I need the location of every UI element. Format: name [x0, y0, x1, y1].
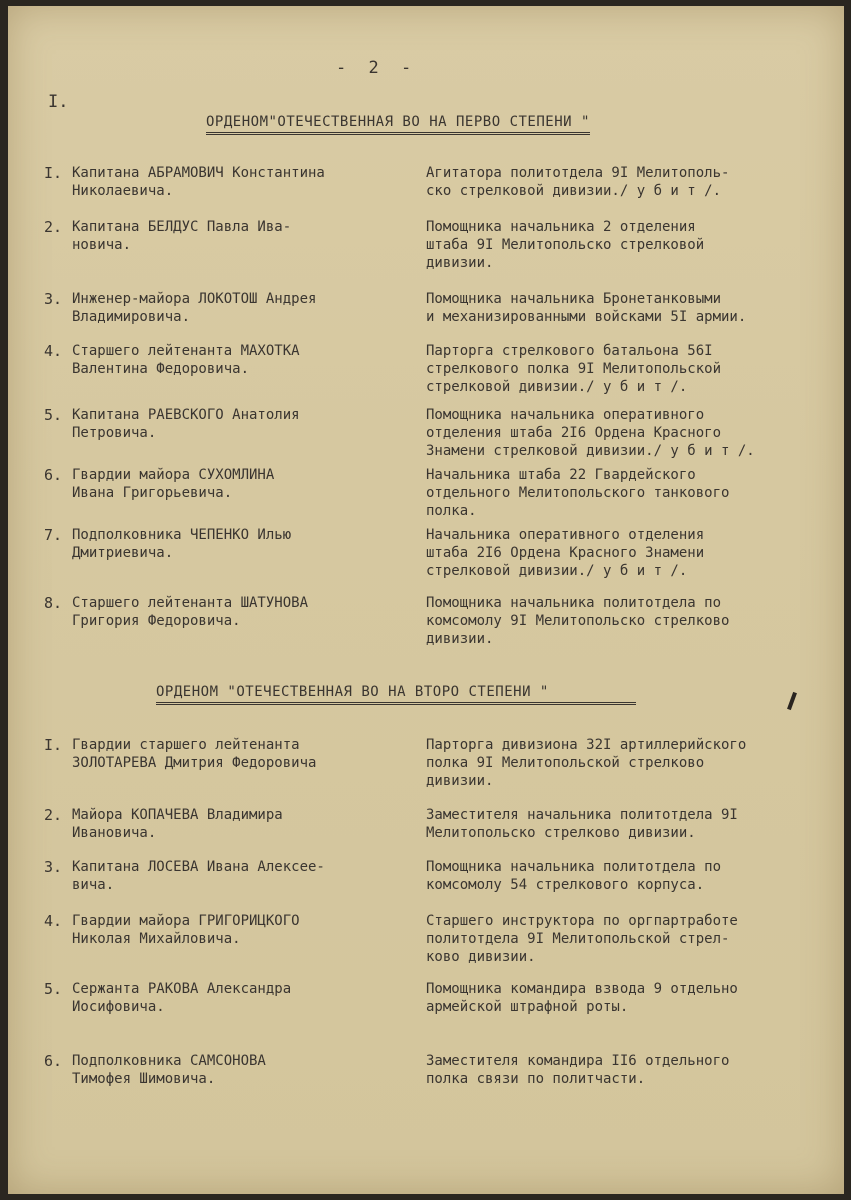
- entry-name: Старшего лейтенанта ШАТУНОВА Григория Федоровича.: [72, 595, 309, 629]
- entry-number: 7.: [44, 526, 63, 544]
- entry-number: I.: [44, 736, 63, 754]
- list-marker: I.: [48, 92, 69, 112]
- entry-name: Капитана БЕЛДУС Павла Ива- новича.: [72, 219, 292, 253]
- entry-number: 4.: [44, 912, 63, 930]
- entry-position: Помощника начальника политотдела по комсомолу 9I Мелитопольско стрелково дивизии.: [426, 595, 730, 647]
- entry-number: 6.: [44, 466, 63, 484]
- entry-name: Сержанта РАКОВА Александра Иосифовича.: [72, 981, 292, 1015]
- entry-number: 2.: [44, 806, 63, 824]
- page-number: - 2 -: [336, 58, 418, 78]
- entry-name: Капитана РАЕВСКОГО Анатолия Петровича.: [72, 407, 300, 441]
- entry-position: Заместителя командира II6 отдельного полка связи по политчасти.: [426, 1053, 730, 1087]
- entry-name: Гвардии майора ГРИГОРИЦКОГО Николая Михайловича.: [72, 913, 300, 947]
- entry-number: 2.: [44, 218, 63, 236]
- entry-number: 4.: [44, 342, 63, 360]
- entry-position: Парторга дивизиона 32I артиллерийского полка 9I Мелитопольской стрелково дивизии.: [426, 737, 747, 789]
- document-page: [8, 6, 844, 1194]
- entry-position: Помощника командира взвода 9 отдельно армейской штрафной роты.: [426, 981, 738, 1015]
- entry-number: 3.: [44, 858, 63, 876]
- entry-position: Помощника начальника политотдела по комсомолу 54 стрелкового корпуса.: [426, 859, 722, 893]
- entry-name: Инженер-майора ЛОКОТОШ Андрея Владимировича.: [72, 291, 317, 325]
- entry-number: 3.: [44, 290, 63, 308]
- entry-position: Парторга стрелкового батальона 56I стрелкового полка 9I Мелитопольской стрелковой дивизии./ у б и т /.: [426, 343, 722, 395]
- entry-number: 6.: [44, 1052, 63, 1070]
- entry-position: Агитатора политотдела 9I Мелитополь- ско стрелковой дивизии./ у б и т /.: [426, 165, 730, 199]
- ink-mark: [787, 692, 797, 710]
- entry-name: Гвардии старшего лейтенанта ЗОЛОТАРЕВА Дмитрия Федоровича: [72, 737, 317, 771]
- section-heading-second-degree: ОРДЕНОМ "ОТЕЧЕСТВЕННАЯ ВО НА ВТОРО СТЕПЕНИ ": [156, 684, 636, 705]
- entry-number: 5.: [44, 406, 63, 424]
- entry-name: Майора КОПАЧЕВА Владимира Ивановича.: [72, 807, 283, 841]
- entry-name: Старшего лейтенанта МАХОТКА Валентина Федоровича.: [72, 343, 300, 377]
- entry-number: I.: [44, 164, 63, 182]
- entry-number: 8.: [44, 594, 63, 612]
- entry-position: Помощника начальника оперативного отделения штаба 2I6 Ордена Красного Знамени стрелковой дивизии./ у б и т /.: [426, 407, 755, 459]
- entry-name: Подполковника ЧЕПЕНКО Илью Дмитриевича.: [72, 527, 292, 561]
- entry-name: Капитана АБРАМОВИЧ Константина Николаевича.: [72, 165, 325, 199]
- entry-position: Начальника оперативного отделения штаба 2I6 Ордена Красного Знамени стрелковой дивизии./ у б и т /.: [426, 527, 705, 579]
- entry-position: Старшего инструктора по оргпартработе политотдела 9I Мелитопольской стрел- ково дивизии.: [426, 913, 738, 965]
- entry-position: Помощника начальника 2 отделения штаба 9I Мелитопольско стрелковой дивизии.: [426, 219, 705, 271]
- entry-number: 5.: [44, 980, 63, 998]
- entry-name: Капитана ЛОСЕВА Ивана Алексее- вича.: [72, 859, 325, 893]
- entry-position: Помощника начальника Бронетанковыми и механизированными войсками 5I армии.: [426, 291, 747, 325]
- entry-name: Подполковника САМСОНОВА Тимофея Шимовича.: [72, 1053, 266, 1087]
- entry-position: Заместителя начальника политотдела 9I Мелитопольско стрелково дивизии.: [426, 807, 738, 841]
- section-heading-first-degree: ОРДЕНОМ"ОТЕЧЕСТВЕННАЯ ВО НА ПЕРВО СТЕПЕНИ ": [206, 114, 590, 135]
- entry-name: Гвардии майора СУХОМЛИНА Ивана Григорьевича.: [72, 467, 275, 501]
- entry-position: Начальника штаба 22 Гвардейского отдельного Мелитопольского танкового полка.: [426, 467, 730, 519]
